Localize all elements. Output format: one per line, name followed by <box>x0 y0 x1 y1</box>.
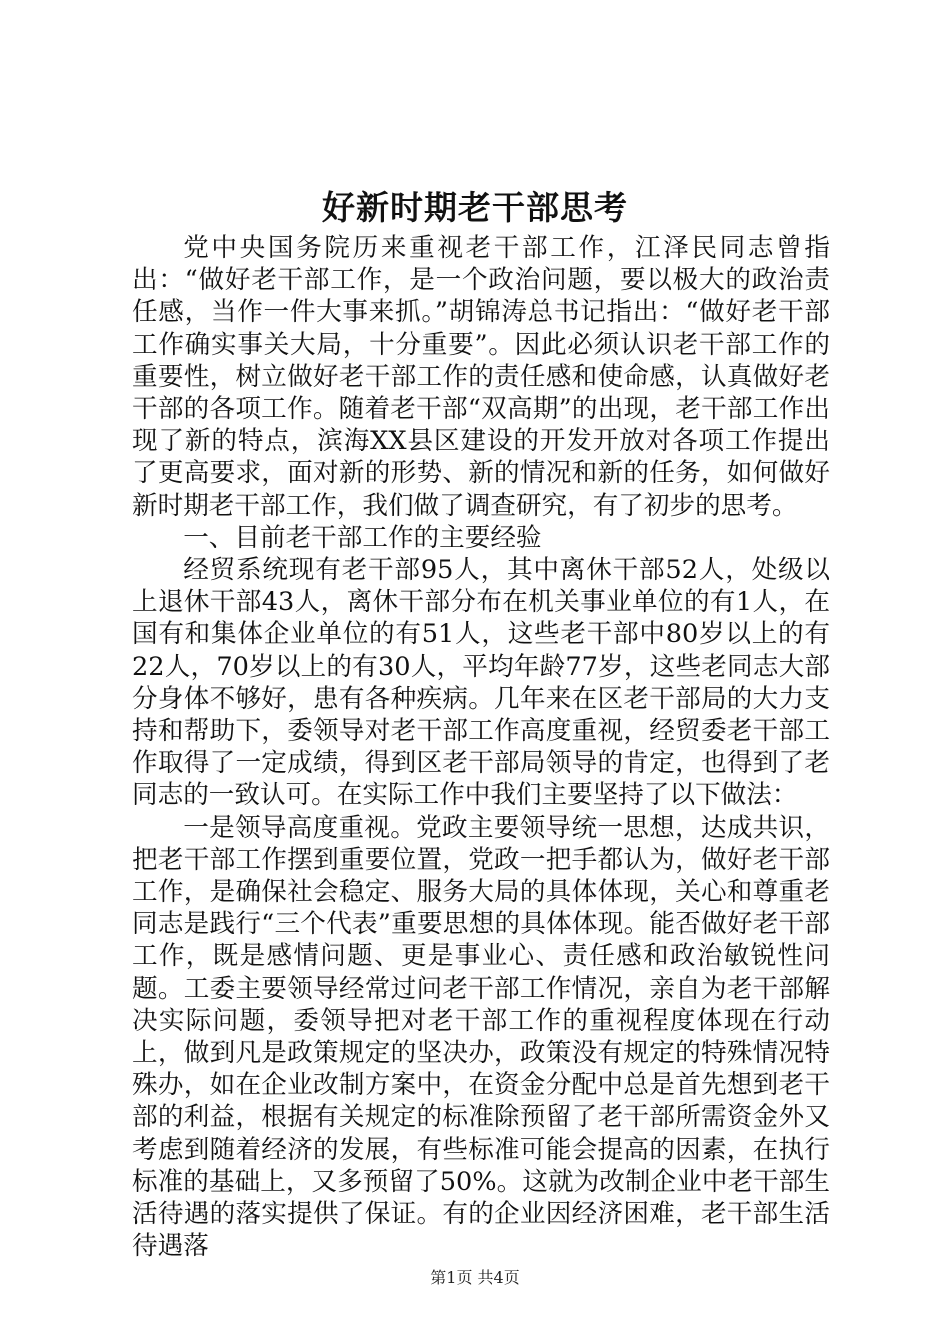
document-body <box>132 232 830 1263</box>
document-title: 好新时期老干部思考 <box>322 188 628 227</box>
page-footer: 第1页 共4页 <box>430 1268 520 1287</box>
paragraph-intro: 党中央国务院历来重视老干部工作，江泽民同志曾指出：“做好老干部工作，是一个政治问题，要以极大的政治责任感，当作一件大事来抓。”胡锦涛总书记指出：“做好老干部工作确实事关大局，十分重要”。因此必须认识老干部工作的重要性，树立做好老干部工作的责任感和使命感，认真做好老干部的各项工作。随着老干部“双高期”的出现，老干部工作出现了新的特点，滨海XX县区建设的开发开放对各项工作提出了更高要求，面对新的形势、新的情况和新的任务，如何做好新时期老干部工作，我们做了调查研究，有了初步的思考。 <box>132 233 830 521</box>
section-heading: 一、目前老干部工作的主要经验 <box>183 522 542 553</box>
paragraph-leadership: 一是领导高度重视。党政主要领导统一思想，达成共识，把老干部工作摆到重要位置，党政一把手都认为，做好老干部工作，是确保社会稳定、服务大局的具体体现，关心和尊重老同志是践行“三个代表”重要思想的具体体现。能否做好老干部工作，既是感情问题、更是事业心、责任感和政治敏锐性问题。工委主要领导经常过问老干部工作情况，亲自为老干部解决实际问题，委领导把对老干部工作的重视程度体现在行动上，做到凡是政策规定的坚决办，政策没有规定的特殊情况特殊办，如在企业改制方案中，在资金分配中总是首先想到老干部的利益，根据有关规定的标准除预留了老干部所需资金外又考虑到随着经济的发展，有些标准可能会提高的因素，在执行标准的基础上，又多预留了50%。这就为改制企业中老干部生活待遇的落实提供了保证。有的企业因经济困难，老干部生活待遇落 <box>132 812 830 1262</box>
paragraph-statistics: 经贸系统现有老干部95人，其中离休干部52人，处级以上退休干部43人，离休干部分布在机关事业单位的有1人，在国有和集体企业单位的有51人，这些老干部中80岁以上的有22人，70岁以上的有30人，平均年龄77岁，这些老同志大部分身体不够好，患有各种疾病。几年来在区老干部局的大力支持和帮助下，委领导对老干部工作高度重视，经贸委老干部工作取得了一定成绩，得到区老干部局领导的肯定，也得到了老同志的一致认可。在实际工作中我们主要坚持了以下做法： <box>132 555 830 811</box>
